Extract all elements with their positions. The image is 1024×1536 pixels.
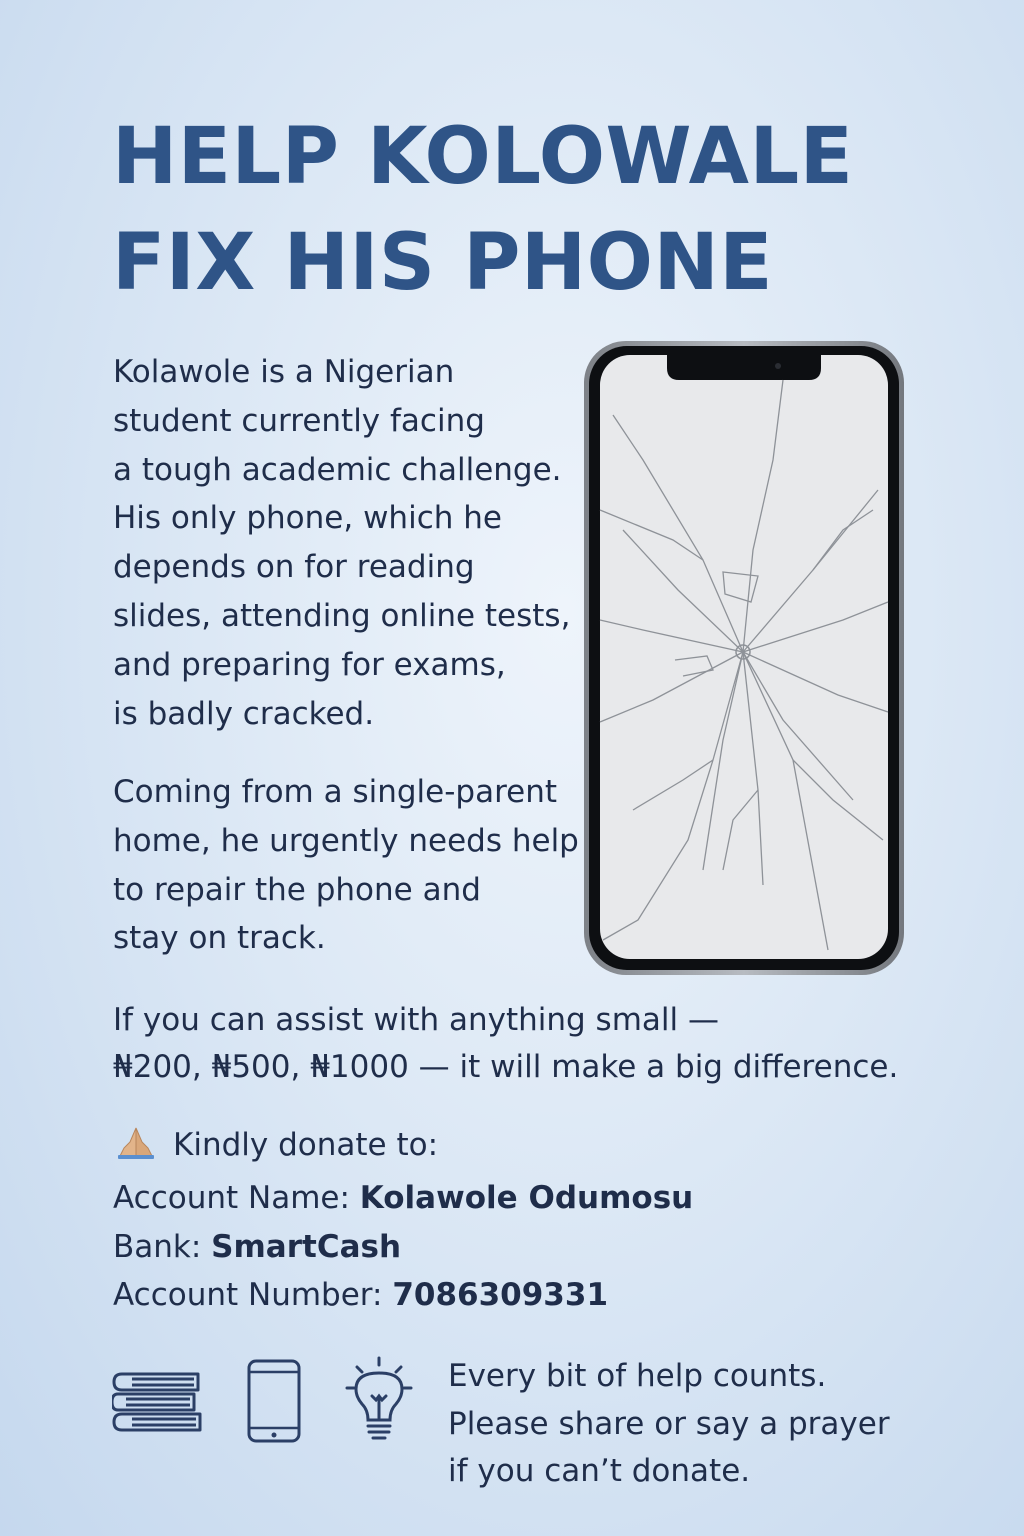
account-details xyxy=(113,1174,693,1320)
appeal-line-1: If you can assist with anything small — xyxy=(113,1002,719,1038)
account-number-value: 7086309331 xyxy=(392,1277,609,1313)
praying-hands-icon xyxy=(113,1126,159,1160)
lightbulb-icon xyxy=(344,1356,414,1446)
story-paragraph-2 xyxy=(113,768,593,963)
story-line: Kolawole is a Nigerian xyxy=(113,354,455,390)
story-line: Coming from a single-parent xyxy=(113,774,558,810)
account-name-row xyxy=(113,1174,693,1223)
story-line: to repair the phone and xyxy=(113,871,481,908)
bank-row xyxy=(113,1223,693,1272)
donate-heading-text: Kindly donate to: xyxy=(173,1127,439,1163)
account-number-label: Account Number: xyxy=(113,1277,393,1313)
footer-icons xyxy=(112,1356,432,1446)
bank-label: Bank: xyxy=(113,1228,212,1265)
story-line: and preparing for exams, xyxy=(113,646,506,683)
appeal-line-2: ₦200, ₦500, ₦1000 — it will make a big difference. xyxy=(113,1049,899,1085)
phone-icon xyxy=(246,1358,302,1444)
books-icon xyxy=(112,1370,204,1436)
story-line: His only phone, which he xyxy=(113,500,502,537)
donate-heading xyxy=(113,1122,438,1168)
story-paragraph-1 xyxy=(113,348,593,738)
story-line: depends on for reading xyxy=(113,549,475,586)
footer-message xyxy=(448,1353,988,1496)
donation-appeal xyxy=(113,997,993,1091)
story-line: stay on track. xyxy=(113,920,326,957)
story-line: a tough academic challenge. xyxy=(113,451,562,488)
cracked-phone-image xyxy=(583,340,905,976)
poster-title xyxy=(112,104,992,316)
story-line: home, he urgently needs help xyxy=(113,822,579,859)
bank-value: SmartCash xyxy=(211,1228,402,1265)
account-name-value: Kolawole Odumosu xyxy=(359,1180,694,1216)
footer-line: Every bit of help counts. xyxy=(448,1358,827,1394)
footer-line: if you can’t donate. xyxy=(448,1453,751,1489)
story-line: is badly cracked. xyxy=(113,695,375,732)
footer-line: Please share or say a prayer xyxy=(448,1405,890,1442)
account-number-row xyxy=(113,1271,693,1320)
title-line-1: HELP KOLOWALE xyxy=(112,112,854,202)
account-name-label: Account Name: xyxy=(113,1180,360,1216)
title-line-2: FIX HIS PHONE xyxy=(112,218,774,308)
story-line: student currently facing xyxy=(113,402,485,439)
story-line: slides, attending online tests, xyxy=(113,597,571,634)
